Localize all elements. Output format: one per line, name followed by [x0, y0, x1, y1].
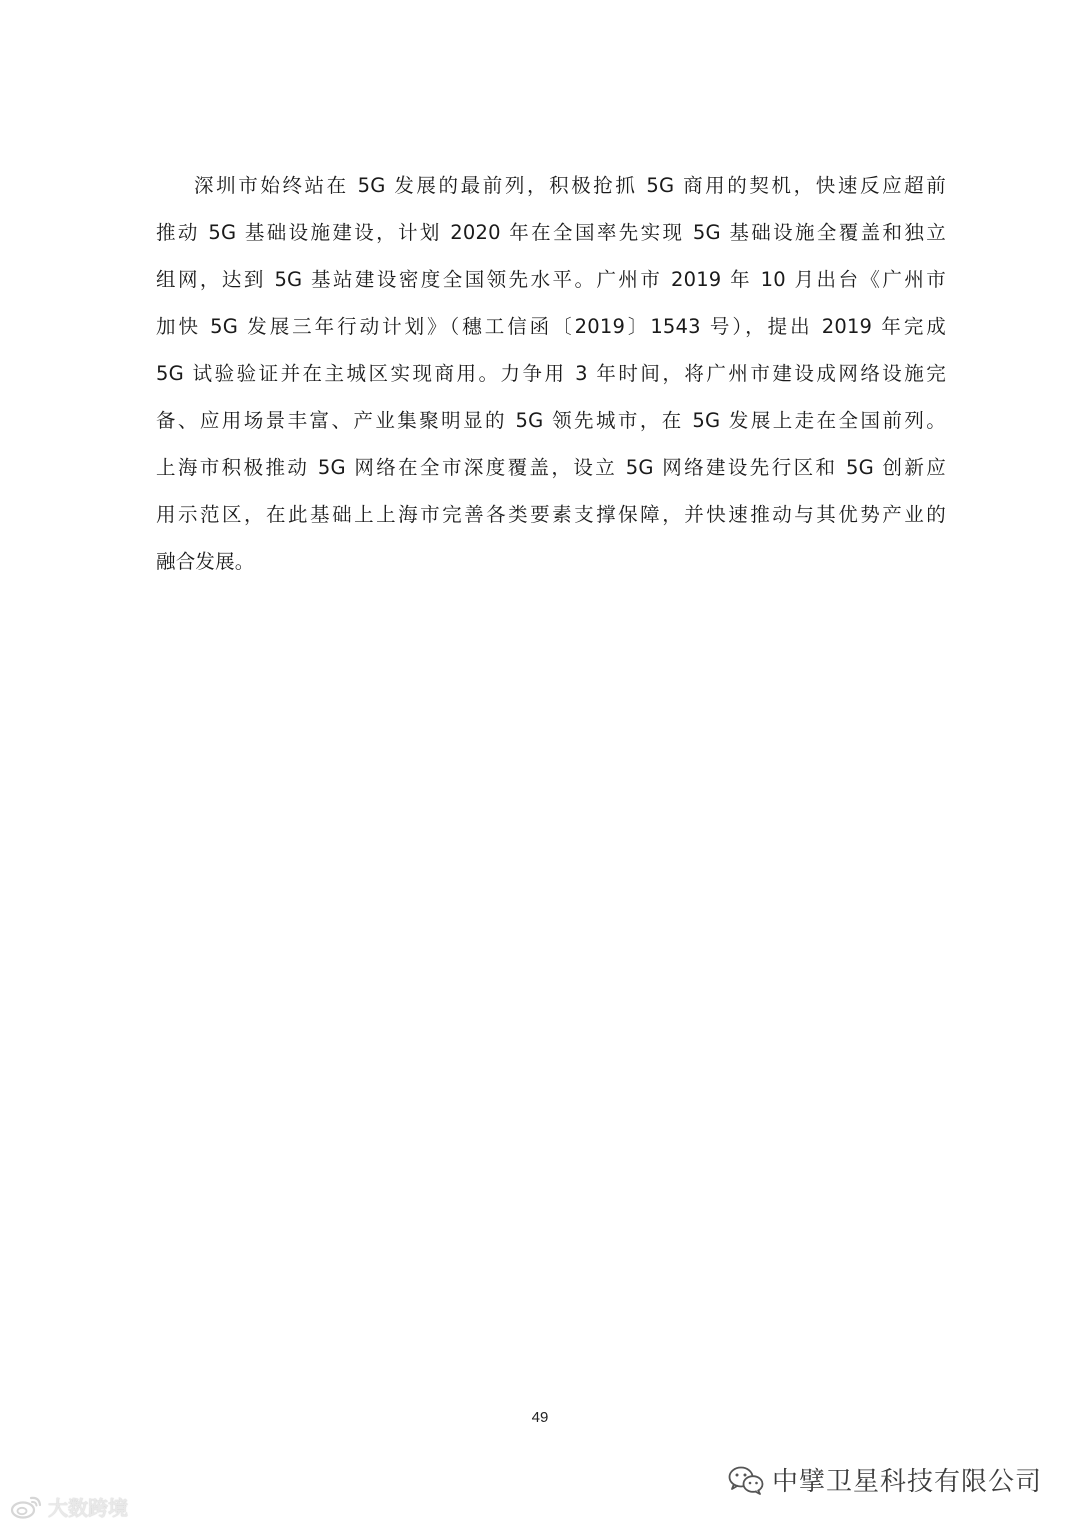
paragraph-line: 上海市积极推动 5G 网络在全市深度覆盖，设立 5G 网络建设先行区和 5G 创新应	[156, 456, 946, 479]
weibo-logo-icon	[10, 1495, 44, 1519]
paragraph-line: 推动 5G 基础设施建设，计划 2020 年在全国率先实现 5G 基础设施全覆盖和独立	[156, 221, 946, 244]
source-watermark	[10, 1492, 128, 1521]
body-paragraph	[156, 162, 946, 585]
paragraph-line: 深圳市始终站在 5G 发展的最前列，积极抢抓 5G 商用的契机，快速反应超前	[194, 174, 946, 197]
paragraph-line: 组网，达到 5G 基站建设密度全国领先水平。广州市 2019 年 10 月出台《广州市	[156, 268, 946, 291]
wechat-icon	[728, 1465, 764, 1495]
paragraph-line: 加快 5G 发展三年行动计划》（穗工信函〔2019〕1543 号），提出 2019 年完成	[156, 315, 946, 338]
watermark-text: 大数跨境	[48, 1496, 128, 1520]
paragraph-line: 融合发展。	[156, 550, 255, 573]
paragraph-line: 5G 试验验证并在主城区实现商用。力争用 3 年时间，将广州市建设成网络设施完	[156, 362, 946, 385]
wechat-account-name: 中擘卫星科技有限公司	[771, 1467, 1042, 1497]
paragraph-line: 备、应用场景丰富、产业集聚明显的 5G 领先城市，在 5G 发展上走在全国前列。	[156, 409, 946, 432]
page-number: 49	[531, 1409, 549, 1426]
paragraph-line: 用示范区，在此基础上上海市完善各类要素支撑保障，并快速推动与其优势产业的	[156, 503, 946, 526]
wechat-account-credit	[728, 1461, 1042, 1498]
